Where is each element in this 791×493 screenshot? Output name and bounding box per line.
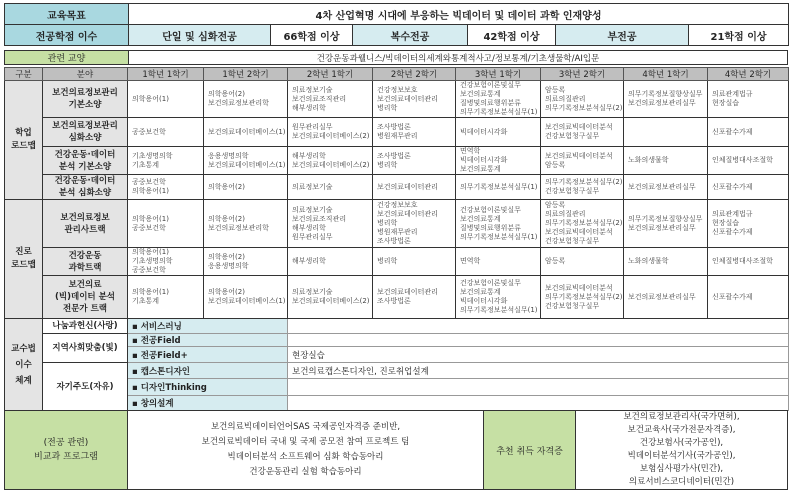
course-name: 의료정보기술 bbox=[292, 288, 333, 296]
column-header: 4학년 1학기 bbox=[624, 68, 708, 81]
teaching-row bbox=[5, 334, 789, 347]
teaching-item: ▪ 캡스톤디자인 bbox=[128, 363, 288, 379]
course-name: 보건의료빅데이터분석 bbox=[545, 228, 613, 236]
program-item: 건강운동관리 실험 학습동아리 bbox=[249, 467, 362, 477]
semester-cell bbox=[288, 276, 373, 319]
teaching-content: 현장실습 bbox=[288, 347, 789, 363]
course-name: 보건의료정보관리학 bbox=[208, 223, 269, 232]
course-name: 의료관계법규 bbox=[712, 210, 753, 218]
course-name: 공중보건학 bbox=[132, 266, 166, 274]
teaching-content: 보건의료캡스톤디자인, 진로취업설계 bbox=[288, 363, 789, 379]
teaching-item: ▪ 디자인Thinking bbox=[128, 379, 288, 396]
course-name: 보건의료빅데이터분석 bbox=[545, 123, 613, 131]
course-name: 현장실습 bbox=[712, 99, 740, 107]
semester-cell bbox=[204, 81, 288, 118]
course-name: 의학용어(1) bbox=[132, 94, 169, 103]
semester-cell bbox=[708, 276, 789, 319]
course-name: 보건의료통계 bbox=[460, 214, 501, 223]
semester-cell bbox=[708, 81, 789, 118]
semester-cell bbox=[373, 81, 456, 118]
column-header: 2학년 1학기 bbox=[288, 68, 373, 81]
teaching-item: ▪ 서비스러닝 bbox=[128, 319, 288, 334]
course-name: 의학용어(2) bbox=[208, 182, 245, 191]
semester-cell bbox=[624, 175, 708, 200]
semester-cell bbox=[541, 248, 624, 276]
semester-cell bbox=[624, 200, 708, 248]
program-item: 보건의료빅데이터 국내 및 국제 공모전 참여 프로젝트 팀 bbox=[201, 437, 410, 447]
teaching-group: 나눔과헌신(사랑) bbox=[43, 319, 128, 334]
semester-cell bbox=[204, 248, 288, 276]
course-name: 해부생리학 bbox=[292, 103, 326, 112]
course-name: 공중보건학 bbox=[132, 223, 166, 232]
credit-value: 42학점 이상 bbox=[468, 25, 556, 46]
course-name: 병리학 bbox=[377, 219, 398, 227]
table-row bbox=[5, 200, 789, 248]
course-name: 보건의료데이터베이스(2) bbox=[292, 132, 370, 140]
course-name: 보건의료데이터관리 bbox=[377, 94, 438, 103]
course-name: 암등록 bbox=[545, 257, 566, 265]
course-name: 원무관리실무 bbox=[292, 232, 333, 241]
column-header: 3학년 2학기 bbox=[541, 68, 624, 81]
course-name: 건강보험이론및실무 bbox=[460, 279, 521, 287]
credits-label: 전공학점 이수 bbox=[5, 25, 129, 46]
semester-cell bbox=[541, 200, 624, 248]
course-name: 인체질병대사조절학 bbox=[712, 156, 773, 164]
semester-cell bbox=[541, 175, 624, 200]
semester-cell bbox=[288, 200, 373, 248]
teaching-item: ▪ 전공Field bbox=[128, 334, 288, 347]
teaching-content bbox=[288, 319, 789, 334]
course-name: 보건의료데이터베이스(2) bbox=[292, 297, 370, 305]
career-section-label: 진로 로드맵 bbox=[5, 200, 43, 319]
semester-cell bbox=[373, 248, 456, 276]
course-name: 질병및의료행위분류 bbox=[460, 99, 521, 107]
semester-cell bbox=[541, 147, 624, 175]
course-name: 의학용어(2) bbox=[208, 214, 245, 223]
liberal-label: 관련 교양 bbox=[5, 51, 129, 65]
semester-cell bbox=[204, 200, 288, 248]
course-name: 보건의료정보관리실무 bbox=[628, 223, 696, 232]
column-header: 1학년 2학기 bbox=[204, 68, 288, 81]
course-name: 의료정보기술 bbox=[292, 182, 333, 191]
course-name: 암등록 bbox=[545, 85, 566, 94]
course-name: 신포괄수가제 bbox=[712, 127, 753, 136]
semester-cell bbox=[204, 175, 288, 200]
semester-cell bbox=[204, 118, 288, 147]
table-row bbox=[5, 147, 789, 175]
course-name: 의학용어(2) bbox=[208, 288, 245, 296]
semester-cell bbox=[128, 248, 204, 276]
course-name: 보건의료조직관리 bbox=[292, 94, 347, 103]
course-name: 기초통계 bbox=[132, 297, 160, 305]
course-name: 면역학 bbox=[460, 257, 481, 265]
semester-cell bbox=[456, 200, 541, 248]
teaching-item: ▪ 창의설계 bbox=[128, 396, 288, 411]
course-name: 빅데이터시각화 bbox=[460, 156, 508, 164]
course-name: 의학용어(2) bbox=[208, 90, 245, 98]
semester-cell bbox=[456, 81, 541, 118]
semester-cell bbox=[456, 118, 541, 147]
course-name: 보건의료데이터관리 bbox=[377, 182, 438, 191]
teaching-content bbox=[288, 334, 789, 347]
course-name: 공중보건학 bbox=[132, 178, 166, 186]
bottom-table bbox=[4, 410, 788, 490]
semester-cell bbox=[541, 118, 624, 147]
goal-label: 교육목표 bbox=[5, 4, 129, 25]
course-name: 면역학 bbox=[460, 147, 481, 155]
top-info-table bbox=[4, 3, 789, 46]
course-name: 암등록 bbox=[545, 160, 566, 169]
programs-list bbox=[128, 411, 484, 490]
semester-cell bbox=[373, 118, 456, 147]
credit-type: 부전공 bbox=[556, 25, 689, 46]
course-name: 의무기록정보질향상실무 bbox=[628, 214, 703, 223]
cert-item: 빅데이터분석기사(국가공인), bbox=[627, 451, 736, 461]
course-name: 응용생명의학 bbox=[208, 261, 249, 270]
course-name: 의료관계법규 bbox=[712, 90, 753, 98]
teaching-section-label: 교수법 이수 체계 bbox=[5, 319, 43, 411]
semester-cell bbox=[128, 118, 204, 147]
course-name: 빅데이터시각화 bbox=[460, 127, 508, 136]
course-name: 원무관리실무 bbox=[292, 123, 333, 131]
course-name: 의무기록정보분석실무(1) bbox=[460, 306, 538, 314]
course-name: 건강정보보호 bbox=[377, 85, 418, 94]
semester-cell bbox=[288, 118, 373, 147]
course-name: 보건의료통계 bbox=[460, 90, 501, 98]
semester-cell bbox=[624, 147, 708, 175]
course-name: 해부생리학 bbox=[292, 257, 326, 265]
course-name: 해부생리학 bbox=[292, 151, 326, 160]
field-label: 보건의료정보관리 기본소양 bbox=[43, 81, 128, 118]
semester-cell bbox=[373, 276, 456, 319]
course-name: 현장실습 bbox=[712, 219, 740, 227]
semester-cell bbox=[708, 118, 789, 147]
course-name: 보건의료정보관리실무 bbox=[628, 99, 696, 107]
table-header-row bbox=[5, 68, 789, 81]
course-name: 보건의료데이터베이스(1) bbox=[208, 127, 286, 136]
course-name: 공중보건학 bbox=[132, 127, 166, 136]
course-name: 의료정보기술 bbox=[292, 85, 333, 94]
goal-text: 4차 산업혁명 시대에 부응하는 빅데이터 및 데이터 과학 인재양성 bbox=[129, 4, 789, 25]
semester-cell bbox=[288, 81, 373, 118]
course-name: 기초생명의학 bbox=[132, 151, 173, 160]
semester-cell bbox=[708, 175, 789, 200]
course-name: 보건의료데이터관리 bbox=[377, 288, 438, 296]
semester-cell bbox=[128, 200, 204, 248]
column-header: 3학년 1학기 bbox=[456, 68, 541, 81]
programs-label: (전공 관련) 비교과 프로그램 bbox=[5, 411, 128, 490]
semester-cell bbox=[204, 147, 288, 175]
course-name: 의학용어(1) bbox=[132, 187, 169, 195]
course-name: 빅데이터시각화 bbox=[460, 297, 508, 305]
course-name: 응용생명의학 bbox=[208, 151, 249, 160]
course-name: 보건의료데이터베이스(2) bbox=[292, 160, 370, 169]
course-name: 병원재무관리 bbox=[377, 132, 418, 140]
course-name: 병원재무관리 bbox=[377, 228, 418, 236]
course-name: 의료정보기술 bbox=[292, 205, 333, 214]
credit-type: 복수전공 bbox=[353, 25, 468, 46]
course-name: 인체질병대사조절학 bbox=[712, 257, 773, 265]
course-name: 의료의질관리 bbox=[545, 210, 586, 218]
semester-cell bbox=[624, 248, 708, 276]
semester-cell bbox=[708, 147, 789, 175]
course-name: 의무기록정보분석실무(1) bbox=[460, 232, 538, 241]
cert-item: 보건의료정보관리사(국가면허), bbox=[623, 412, 740, 422]
column-header: 1학년 1학기 bbox=[128, 68, 204, 81]
course-name: 의학용어(1) bbox=[132, 214, 169, 223]
teaching-group: 자기주도(자유) bbox=[43, 363, 128, 411]
course-name: 신포괄수가제 bbox=[712, 228, 753, 236]
cert-item: 보건교육사(국가전문자격증), bbox=[627, 425, 736, 435]
academic-section-label: 학업 로드맵 bbox=[5, 81, 43, 200]
field-label: 보건의료정보관리 심화소양 bbox=[43, 118, 128, 147]
field-label: 보건의료 (빅)데이터 분석 전문가 트랙 bbox=[43, 276, 128, 319]
credit-value: 66학점 이상 bbox=[271, 25, 353, 46]
semester-cell bbox=[456, 147, 541, 175]
semester-cell bbox=[204, 276, 288, 319]
course-name: 건강보험청구실무 bbox=[545, 237, 600, 245]
table-row bbox=[5, 81, 789, 118]
table-row bbox=[5, 175, 789, 200]
teaching-item: ▪ 전공Field+ bbox=[128, 347, 288, 363]
table-row bbox=[5, 248, 789, 276]
course-name: 보건의료조직관리 bbox=[292, 214, 347, 223]
field-label: 건강운동 과학트랙 bbox=[43, 248, 128, 276]
course-name: 보건의료데이터베이스(1) bbox=[208, 297, 286, 305]
certs-list bbox=[576, 411, 788, 490]
course-name: 건강보험이론및실무 bbox=[460, 205, 521, 214]
semester-cell bbox=[128, 175, 204, 200]
liberal-text: 건강운동과웰니스/빅데이터의세계와통계적사고/정보통계/기초생물학/AI입문 bbox=[129, 51, 788, 65]
cert-item: 의료서비스코디네이터(민간) bbox=[628, 477, 735, 487]
semester-cell bbox=[373, 147, 456, 175]
course-name: 병리학 bbox=[377, 103, 398, 112]
course-name: 의무기록정보분석실무(2) bbox=[545, 178, 623, 186]
course-name: 기초생명의학 bbox=[132, 257, 173, 265]
course-name: 의학용어(1) bbox=[132, 248, 169, 256]
semester-cell bbox=[624, 81, 708, 118]
course-name: 의무기록정보분석실무(2) bbox=[545, 292, 623, 301]
teaching-row bbox=[5, 319, 789, 334]
course-name: 건강보험청구실무 bbox=[545, 132, 600, 140]
course-name: 보건의료데이터관리 bbox=[377, 210, 438, 218]
column-header: 2학년 2학기 bbox=[373, 68, 456, 81]
course-name: 건강보험청구실무 bbox=[545, 187, 600, 195]
course-name: 의무기록정보분석실무(1) bbox=[460, 108, 538, 116]
course-name: 건강보험이론및실무 bbox=[460, 81, 521, 89]
roadmap-table bbox=[4, 67, 789, 411]
course-name: 질병및의료행위분류 bbox=[460, 223, 521, 232]
table-row bbox=[5, 276, 789, 319]
credit-type: 단일 및 심화전공 bbox=[129, 25, 271, 46]
course-name: 보건의료데이터베이스(1) bbox=[208, 160, 286, 169]
certs-label: 추천 취득 자격증 bbox=[484, 411, 576, 490]
table-row bbox=[5, 118, 789, 147]
course-name: 병리학 bbox=[377, 160, 398, 169]
course-name: 조사방법론 bbox=[377, 297, 411, 305]
course-name: 보건의료정보관리실무 bbox=[628, 182, 696, 191]
field-label: 보건의료정보 관리사트랙 bbox=[43, 200, 128, 248]
course-name: 노화의생물학 bbox=[628, 257, 669, 265]
semester-cell bbox=[541, 276, 624, 319]
course-name: 보건의료정보관리학 bbox=[208, 99, 269, 107]
course-name: 보건의료빅데이터분석 bbox=[545, 283, 613, 292]
course-name: 병리학 bbox=[377, 257, 398, 265]
column-header: 4학년 2학기 bbox=[708, 68, 789, 81]
course-name: 노화의생물학 bbox=[628, 156, 669, 164]
course-name: 조사방법론 bbox=[377, 151, 411, 160]
course-name: 조사방법론 bbox=[377, 237, 411, 245]
liberal-table bbox=[4, 50, 788, 65]
course-name: 의무기록정보분석실무(2) bbox=[545, 103, 623, 112]
field-label: 건강운동·데이터 분석 기본소양 bbox=[43, 147, 128, 175]
semester-cell bbox=[456, 175, 541, 200]
course-name: 건강정보보호 bbox=[377, 201, 418, 209]
semester-cell bbox=[624, 118, 708, 147]
semester-cell bbox=[708, 248, 789, 276]
course-name: 의료의질관리 bbox=[545, 94, 586, 103]
semester-cell bbox=[708, 200, 789, 248]
course-name: 해부생리학 bbox=[292, 223, 326, 232]
course-name: 의무기록정보분석실무(2) bbox=[545, 219, 623, 227]
course-name: 신포괄수가제 bbox=[712, 182, 753, 191]
semester-cell bbox=[288, 248, 373, 276]
credit-value: 21학점 이상 bbox=[689, 25, 789, 46]
course-name: 기초통계 bbox=[132, 160, 160, 169]
column-header: 구분 bbox=[5, 68, 43, 81]
teaching-content bbox=[288, 396, 789, 411]
semester-cell bbox=[624, 276, 708, 319]
course-name: 건강보험청구실무 bbox=[545, 301, 600, 310]
program-item: 보건의료빅데이터언어SAS 국제공인자격증 준비반, bbox=[210, 422, 401, 432]
course-name: 암등록 bbox=[545, 201, 566, 209]
program-item: 빅데이터분석 소프트웨어 심화 학습동아리 bbox=[227, 452, 384, 462]
semester-cell bbox=[373, 175, 456, 200]
semester-cell bbox=[541, 81, 624, 118]
course-name: 의학용어(1) bbox=[132, 288, 169, 296]
course-name: 신포괄수가제 bbox=[712, 292, 753, 301]
semester-cell bbox=[128, 147, 204, 175]
course-name: 조사방법론 bbox=[377, 123, 411, 131]
course-name: 보건의료통계 bbox=[460, 165, 501, 173]
course-name: 의무기록정보분석실무(1) bbox=[460, 182, 538, 191]
teaching-group: 지역사회맞춤(빛) bbox=[43, 334, 128, 363]
course-name: 보건의료정보관리실무 bbox=[628, 292, 696, 301]
course-name: 보건의료빅데이터분석 bbox=[545, 151, 613, 160]
teaching-row bbox=[5, 363, 789, 379]
course-name: 보건의료통계 bbox=[460, 288, 501, 296]
semester-cell bbox=[288, 147, 373, 175]
semester-cell bbox=[288, 175, 373, 200]
course-name: 의무기록정보질향상실무 bbox=[628, 90, 703, 98]
cert-item: 보험심사평가사(민간), bbox=[639, 464, 724, 474]
semester-cell bbox=[456, 248, 541, 276]
semester-cell bbox=[456, 276, 541, 319]
semester-cell bbox=[373, 200, 456, 248]
semester-cell bbox=[128, 276, 204, 319]
field-label: 건강운동·데이터 분석 심화소양 bbox=[43, 175, 128, 200]
semester-cell bbox=[128, 81, 204, 118]
course-name: 의학용어(2) bbox=[208, 252, 245, 261]
column-header: 분야 bbox=[43, 68, 128, 81]
cert-item: 건강보험사(국가공인), bbox=[639, 438, 724, 448]
teaching-content bbox=[288, 379, 789, 396]
